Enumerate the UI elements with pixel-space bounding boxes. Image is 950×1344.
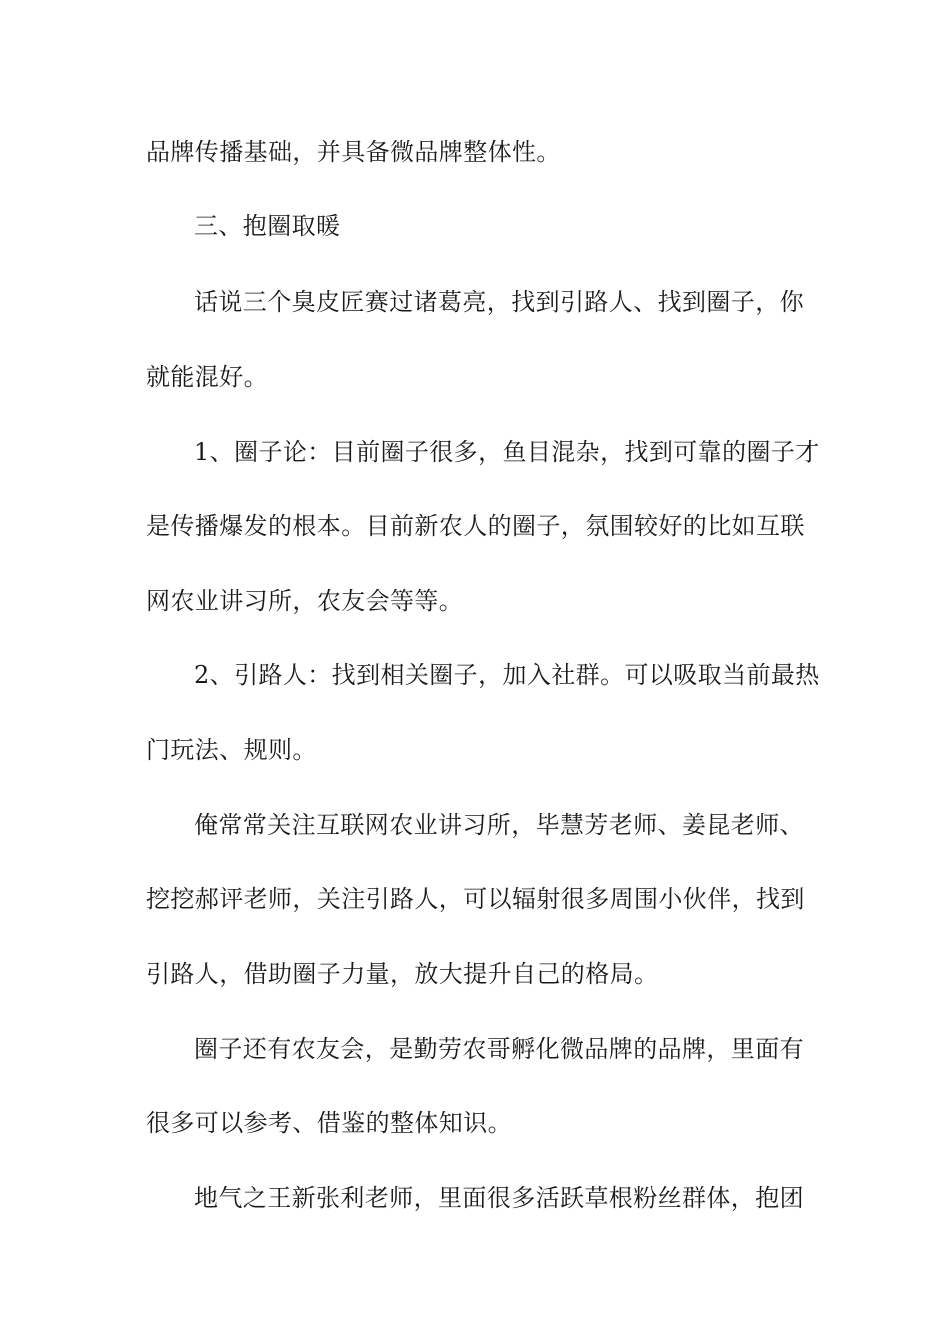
text-line-9: 门玩法、规则。 <box>146 736 317 764</box>
text-line-7: 网农业讲习所，农友会等等。 <box>146 587 464 615</box>
text-line-11: 挖挖郝评老师，关注引路人，可以辐射很多周围小伙伴，找到 <box>146 885 805 913</box>
text-line-3: 话说三个臭皮匠赛过诸葛亮，找到引路人、找到圈子，你 <box>194 288 804 316</box>
text-line-15: 地气之王新张利老师，里面很多活跃草根粉丝群体，抱团 <box>194 1184 804 1212</box>
text-line-14: 很多可以参考、借鉴的整体知识。 <box>146 1109 512 1137</box>
text-line-10: 俺常常关注互联网农业讲习所，毕慧芳老师、姜昆老师、 <box>194 811 804 839</box>
text-line-12: 引路人，借助圈子力量，放大提升自己的格局。 <box>146 960 659 988</box>
text-line-5: 1、圈子论：目前圈子很多，鱼目混杂，找到可靠的圈子才 <box>194 438 820 466</box>
text-line-1: 品牌传播基础，并具备微品牌整体性。 <box>146 138 561 166</box>
text-line-13: 圈子还有农友会，是勤劳农哥孵化微品牌的品牌，里面有 <box>194 1035 804 1063</box>
section-heading: 三、抱圈取暖 <box>194 212 341 240</box>
text-line-6: 是传播爆发的根本。目前新农人的圈子，氛围较好的比如互联 <box>146 512 805 540</box>
text-line-4: 就能混好。 <box>146 363 268 391</box>
text-line-8: 2、引路人：找到相关圈子，加入社群。可以吸取当前最热 <box>194 661 820 689</box>
